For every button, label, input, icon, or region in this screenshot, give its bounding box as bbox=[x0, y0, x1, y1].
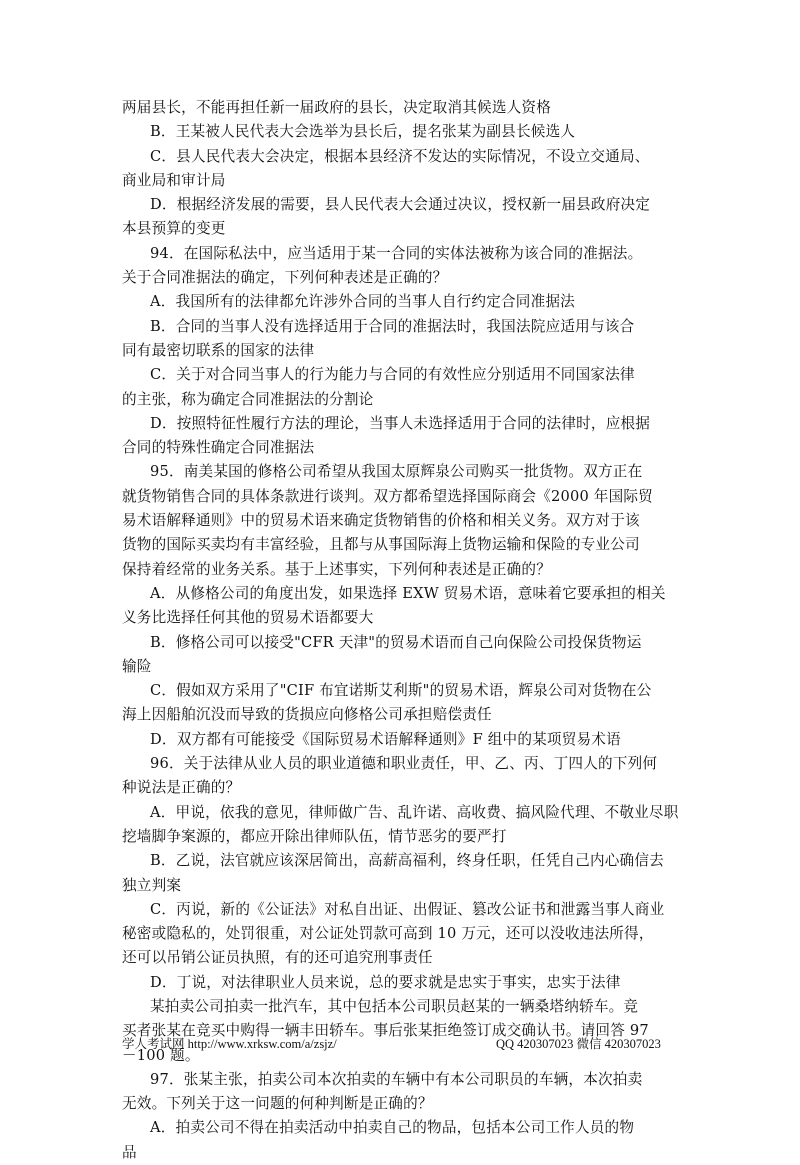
text-line: B．王某被人民代表大会选举为县长后，提名张某为副县长候选人 bbox=[150, 123, 576, 141]
text-line: 易术语解释通则》中的贸易术语来确定货物销售的价格和相关义务。双方对于该 bbox=[122, 512, 640, 530]
text-line: 96．关于法律从业人员的职业道德和职业责任，甲、乙、丙、丁四人的下列何 bbox=[150, 755, 658, 773]
text-line: D．双方都有可能接受《国际贸易术语解释通则》F 组中的某项贸易术语 bbox=[150, 730, 621, 748]
text-line: C．关于对合同当事人的行为能力与合同的有效性应分别适用不同国家法律 bbox=[150, 366, 635, 384]
text-line: 还可以吊销公证员执照，有的还可追究刑事责任 bbox=[122, 949, 433, 967]
text-line: 挖墙脚争案源的，都应开除出律师队伍，情节恶劣的要严打 bbox=[122, 827, 507, 845]
text-line: D．按照特征性履行方法的理论，当事人未选择适用于合同的法律时，应根据 bbox=[150, 414, 651, 432]
text-line: C．县人民代表大会决定，根据本县经济不发达的实际情况，不设立交通局、 bbox=[150, 147, 650, 165]
text-line: B．合同的当事人没有选择适用于合同的准据法时，我国法院应适用与该合 bbox=[150, 317, 635, 335]
text-line: 独立判案 bbox=[122, 876, 182, 894]
text-line: 商业局和审计局 bbox=[122, 171, 226, 189]
text-line: 无效。下列关于这一问题的何种判断是正确的？ bbox=[122, 1095, 433, 1113]
text-line: 买者张某在竞买中购得一辆丰田轿车。事后张某拒绝签订成交确认书。请回答 97 bbox=[122, 1022, 649, 1040]
text-line: A．拍卖公司不得在拍卖活动中拍卖自己的物品，包括本公司工作人员的物 bbox=[150, 1119, 635, 1137]
text-line: －100 题。 bbox=[122, 1046, 200, 1064]
document-body bbox=[122, 96, 682, 1165]
text-line: D．根据经济发展的需要，县人民代表大会通过决议，授权新一届县政府决定 bbox=[150, 196, 651, 214]
text-line: 95．南美某国的修格公司希望从我国太原辉泉公司购买一批货物。双方正在 bbox=[150, 463, 643, 481]
text-line: 94．在国际私法中，应当适用于某一合同的实体法被称为该合同的准据法。 bbox=[150, 244, 643, 262]
text-line: 两届县长，不能再担任新一届政府的县长，决定取消其候选人资格 bbox=[122, 99, 552, 116]
text-line: 某拍卖公司拍卖一批汽车，其中包括本公司职员赵某的一辆桑塔纳轿车。竞 bbox=[150, 997, 639, 1015]
text-line: 合同的特殊性确定合同准据法 bbox=[122, 439, 315, 457]
text-line: 就货物销售合同的具体条款进行谈判。双方都希望选择国际商会《2000 年国际贸 bbox=[122, 487, 653, 505]
text-line: 品 bbox=[122, 1143, 137, 1161]
text-line: B．乙说，法官就应该深居简出，高薪高福利，终身任职，任凭自己内心确信去 bbox=[150, 852, 664, 870]
text-line: A．从修格公司的角度出发，如果选择 EXW 贸易术语，意味着它要承担的相关 bbox=[150, 584, 666, 602]
text-line: D．丁说，对法律职业人员来说，总的要求就是忠实于事实，忠实于法律 bbox=[150, 973, 621, 991]
text-line: A．我国所有的法律都允许涉外合同的当事人自行约定合同准据法 bbox=[150, 293, 575, 311]
text-line: B．修格公司可以接受"CFR 天津"的贸易术语而自己向保险公司投保货物运 bbox=[150, 633, 642, 651]
text-line: 输险 bbox=[122, 657, 152, 675]
footer-site-info: 学人考试网 http://www.xrksw.com/a/zsjz/ bbox=[122, 1037, 337, 1051]
text-line: 本县预算的变更 bbox=[122, 220, 226, 238]
text-line: 义务比选择任何其他的贸易术语都要大 bbox=[122, 609, 374, 627]
text-line: 秘密或隐私的，处罚很重，对公证处罚款可高到 10 万元，还可以没收违法所得， bbox=[122, 925, 654, 943]
text-line: 保持着经常的业务关系。基于上述事实，下列何种表述是正确的？ bbox=[122, 560, 552, 578]
text-line: 97．张某主张，拍卖公司本次拍卖的车辆中有本公司职员的车辆，本次拍卖 bbox=[150, 1070, 643, 1088]
text-line: 同有最密切联系的国家的法律 bbox=[122, 341, 315, 359]
text-line: C．丙说，新的《公证法》对私自出证、出假证、篡改公证书和泄露当事人商业 bbox=[150, 900, 665, 918]
text-line: 的主张，称为确定合同准据法的分割论 bbox=[122, 390, 374, 408]
text-line: A．甲说，依我的意见，律师做广告、乱许诺、高收费、搞风险代理、不敬业尽职 bbox=[150, 803, 679, 821]
text-line: 海上因船舶沉没而导致的货损应向修格公司承担赔偿责任 bbox=[122, 706, 492, 724]
text-line: C．假如双方采用了"CIF 布宜诺斯艾利斯"的贸易术语，辉泉公司对货物在公 bbox=[150, 682, 652, 700]
text-line: 货物的国际买卖均有丰富经验，且都与从事国际海上货物运输和保险的专业公司 bbox=[122, 536, 640, 554]
text-line: 种说法是正确的？ bbox=[122, 779, 241, 797]
text-line: 关于合同准据法的确定，下列何种表述是正确的？ bbox=[122, 269, 448, 287]
footer-contact-info: QQ 420307023 微信 420307023 bbox=[496, 1037, 661, 1051]
